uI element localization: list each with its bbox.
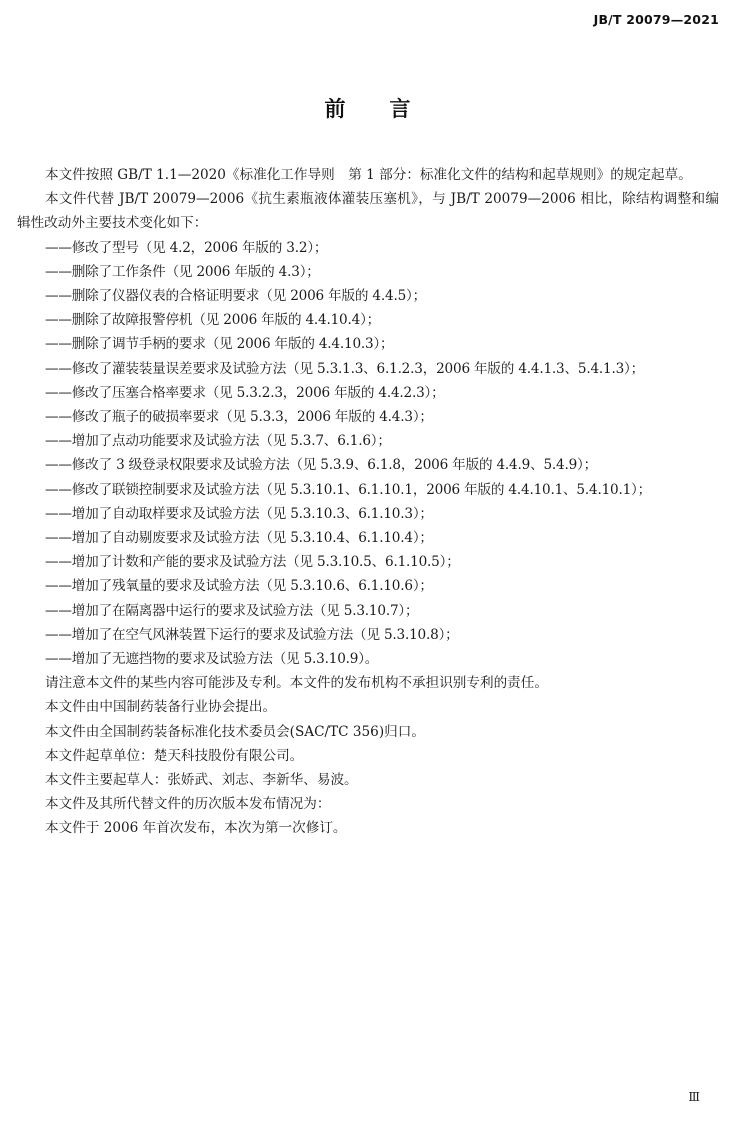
paragraph-drafters: 本文件主要起草人：张娇武、刘志、李新华、易波。 (45, 772, 358, 789)
paragraph-proposed-by: 本文件由中国制药装备行业协会提出。 (45, 699, 277, 716)
change-item: ——删除了工作条件（见 2006 年版的 4.3）； (45, 263, 320, 280)
paragraph-version-history: 本文件及其所代替文件的历次版本发布情况为： (45, 796, 331, 813)
change-item: ——修改了灌装装量误差要求及试验方法（见 5.3.1.3、6.1.2.3，2006 年版的 4.4.1.3、5.4.1.3）； (45, 360, 645, 377)
page-number: Ⅲ (688, 1090, 700, 1104)
change-item: ——修改了压塞合格率要求（见 5.3.2.3，2006 年版的 4.4.2.3）； (45, 384, 445, 401)
change-item: ——增加了点动功能要求及试验方法（见 5.3.7、6.1.6）； (45, 433, 391, 450)
change-item: ——增加了残氧量的要求及试验方法（见 5.3.10.6、6.1.10.6）； (45, 578, 433, 595)
paragraph-technical-committee: 本文件由全国制药装备标准化技术委员会(SAC/TC 356)归口。 (45, 723, 425, 740)
change-item: ——增加了自动取样要求及试验方法（见 5.3.10.3、6.1.10.3）； (45, 505, 433, 522)
change-item: ——修改了瓶子的破损率要求（见 5.3.3，2006 年版的 4.4.3）； (45, 409, 433, 426)
change-item: ——增加了计数和产能的要求及试验方法（见 5.3.10.5、6.1.10.5）； (45, 554, 460, 571)
change-item: ——增加了自动剔废要求及试验方法（见 5.3.10.4、6.1.10.4）； (45, 530, 433, 547)
change-item: ——修改了型号（见 4.2，2006 年版的 3.2）； (45, 239, 328, 256)
change-item: ——修改了 3 级登录权限要求及试验方法（见 5.3.9、6.1.8，2006 年版的 4.4.9、5.4.9）； (45, 457, 598, 474)
change-item: ——修改了联锁控制要求及试验方法（见 5.3.10.1、6.1.10.1，2006 年版的 4.4.10.1、5.4.10.1）； (45, 481, 652, 498)
change-item: ——增加了无遮挡物的要求及试验方法（见 5.3.10.9）。 (45, 651, 379, 668)
paragraph-drafting-organization: 本文件起草单位：楚天科技股份有限公司。 (45, 747, 304, 764)
document-code: JB/T 20079—2021 (593, 12, 719, 27)
change-item: ——删除了故障报警停机（见 2006 年版的 4.4.10.4）； (45, 312, 381, 329)
change-item: ——删除了调节手柄的要求（见 2006 年版的 4.4.10.3）； (45, 336, 394, 353)
paragraph-patent-notice: 请注意本文件的某些内容可能涉及专利。本文件的发布机构不承担识别专利的责任。 (45, 675, 548, 692)
change-item: ——增加了在隔离器中运行的要求及试验方法（见 5.3.10.7）； (45, 602, 419, 619)
change-item: ——删除了仪器仪表的合格证明要求（见 2006 年版的 4.4.5）； (45, 288, 427, 305)
paragraph-replacement: 本文件代替 JB/T 20079—2006《抗生素瓶液体灌装压塞机》，与 JB/T 20079—2006 相比，除结构调整和编辑性改动外主要技术变化如下： (17, 191, 719, 232)
foreword-body (17, 163, 719, 841)
page-title: 前言 (324, 97, 455, 121)
change-item: ——增加了在空气风淋装置下运行的要求及试验方法（见 5.3.10.8）； (45, 626, 459, 643)
paragraph-drafting-rules: 本文件按照 GB/T 1.1—2020《标准化工作导则 第 1 部分：标准化文件的结构和起草规则》的规定起草。 (45, 167, 692, 183)
paragraph-first-release: 本文件于 2006 年首次发布，本次为第一次修订。 (45, 820, 347, 837)
technical-changes-list (17, 236, 719, 672)
